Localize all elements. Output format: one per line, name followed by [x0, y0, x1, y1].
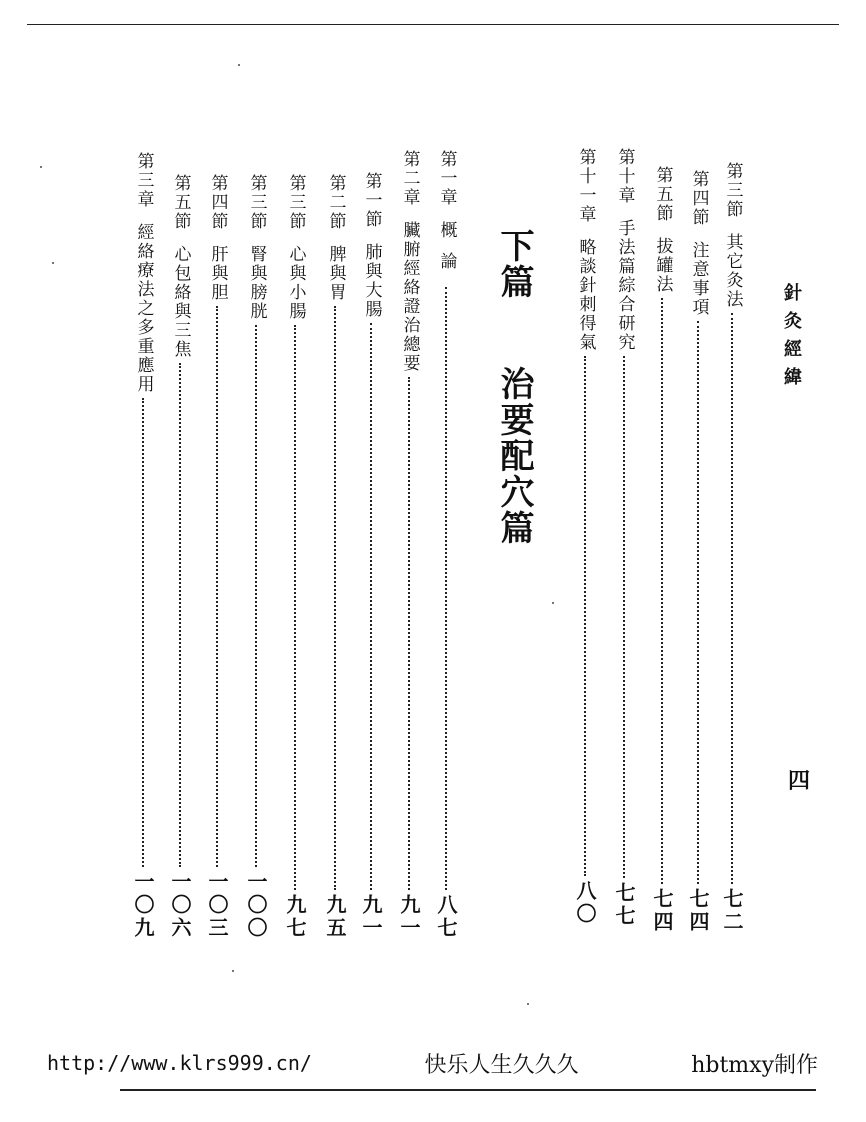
leader-dots	[584, 356, 586, 876]
toc-entry	[170, 174, 190, 940]
toc-entry	[246, 174, 266, 940]
toc-entry-page: 一〇三	[205, 871, 229, 940]
toc-entry	[436, 150, 456, 940]
toc-entry	[614, 148, 634, 928]
toc-entry-page: 九七	[283, 894, 307, 940]
footer-credit: hbtmxy制作	[691, 1052, 818, 1078]
toc-entry	[133, 152, 153, 940]
toc-entry-label: 第五節	[170, 174, 191, 231]
toc-entry-title: 注意事項	[688, 241, 709, 317]
leader-dots	[179, 363, 181, 867]
toc-entry-title: 拔罐法	[652, 237, 673, 294]
toc-entry-page: 七七	[612, 882, 636, 928]
leader-dots	[661, 298, 663, 884]
leader-dots	[255, 325, 257, 867]
toc-entry	[688, 170, 708, 934]
running-header-title: 針灸經緯	[781, 283, 802, 395]
toc-entry-label: 第二章	[399, 150, 420, 207]
toc-entry-page: 九一	[397, 894, 421, 940]
toc-entry-page: 七二	[720, 888, 744, 934]
leader-dots	[408, 377, 410, 890]
footer	[47, 1047, 818, 1079]
toc-entry-page: 九五	[323, 894, 347, 940]
bottom-rule	[120, 1089, 816, 1091]
toc-entry-title: 腎與膀胱	[246, 245, 267, 321]
toc-entry-page: 七四	[650, 888, 674, 934]
toc-entry-label: 第五節	[652, 166, 673, 223]
toc-entry-title: 略談針刺得氣	[575, 238, 596, 352]
top-rule	[27, 24, 839, 25]
leader-dots	[623, 356, 625, 878]
toc-entry-label: 第四節	[207, 174, 228, 231]
part-heading-title: 治要配穴篇	[494, 366, 534, 546]
leader-dots	[334, 306, 336, 890]
part-heading-label: 下篇	[494, 228, 534, 300]
toc-entry-title: 臟腑經絡證治總要	[399, 221, 420, 373]
toc-entry	[361, 172, 381, 940]
toc-entry	[207, 174, 227, 940]
toc-entry	[652, 166, 672, 934]
toc-entry-label: 第三節	[722, 162, 743, 219]
leader-dots	[216, 306, 218, 867]
toc-entry-title: 脾與胃	[325, 245, 346, 302]
toc-entry-label: 第十一章	[575, 148, 596, 224]
toc-entry-label: 第三章	[133, 152, 154, 209]
toc-entry-title: 手法篇綜合研究	[614, 219, 635, 352]
toc-entry-title: 其它灸法	[722, 233, 743, 309]
toc-entry-label: 第一章	[436, 150, 457, 207]
toc-entry-page: 八〇	[573, 880, 597, 926]
toc-entry-title: 肝與胆	[207, 245, 228, 302]
toc-entry-page: 一〇九	[131, 871, 155, 940]
toc-entry-title: 心與小腸	[285, 245, 306, 321]
toc-entry-page: 七四	[686, 888, 710, 934]
toc-entry-page: 一〇六	[168, 871, 192, 940]
toc-entry-label: 第三節	[285, 174, 306, 231]
toc-entry-label: 第三節	[246, 174, 267, 231]
toc-entry	[285, 174, 305, 940]
toc-entry-title: 心包絡與三焦	[170, 245, 191, 359]
toc-entry	[399, 150, 419, 940]
footer-slogan: 快乐人生久久久	[424, 1052, 579, 1078]
toc-entry-title: 肺與大腸	[361, 243, 382, 319]
toc-entry	[722, 162, 742, 934]
leader-dots	[445, 287, 447, 890]
toc-entry	[575, 148, 595, 926]
leader-dots	[294, 325, 296, 890]
toc-entry	[325, 174, 345, 940]
page-number: 四	[788, 768, 811, 794]
leader-dots	[142, 398, 144, 867]
toc-entry-label: 第一節	[361, 172, 382, 229]
toc-entry-label: 第二節	[325, 174, 346, 231]
toc-entry-title: 經絡療法之多重應用	[133, 223, 154, 394]
leader-dots	[370, 323, 372, 890]
footer-url: http://www.klrs999.cn/	[47, 1051, 312, 1075]
toc-entry-page: 九一	[359, 894, 383, 940]
toc-entry-page: 八七	[434, 894, 458, 940]
leader-dots	[731, 313, 733, 884]
toc-entry-label: 第四節	[688, 170, 709, 227]
part-heading	[494, 228, 534, 546]
toc-entry-label: 第十章	[614, 148, 635, 205]
leader-dots	[697, 321, 699, 884]
toc-entry-title: 概論	[436, 221, 457, 283]
toc-entry-page: 一〇〇	[244, 871, 268, 940]
